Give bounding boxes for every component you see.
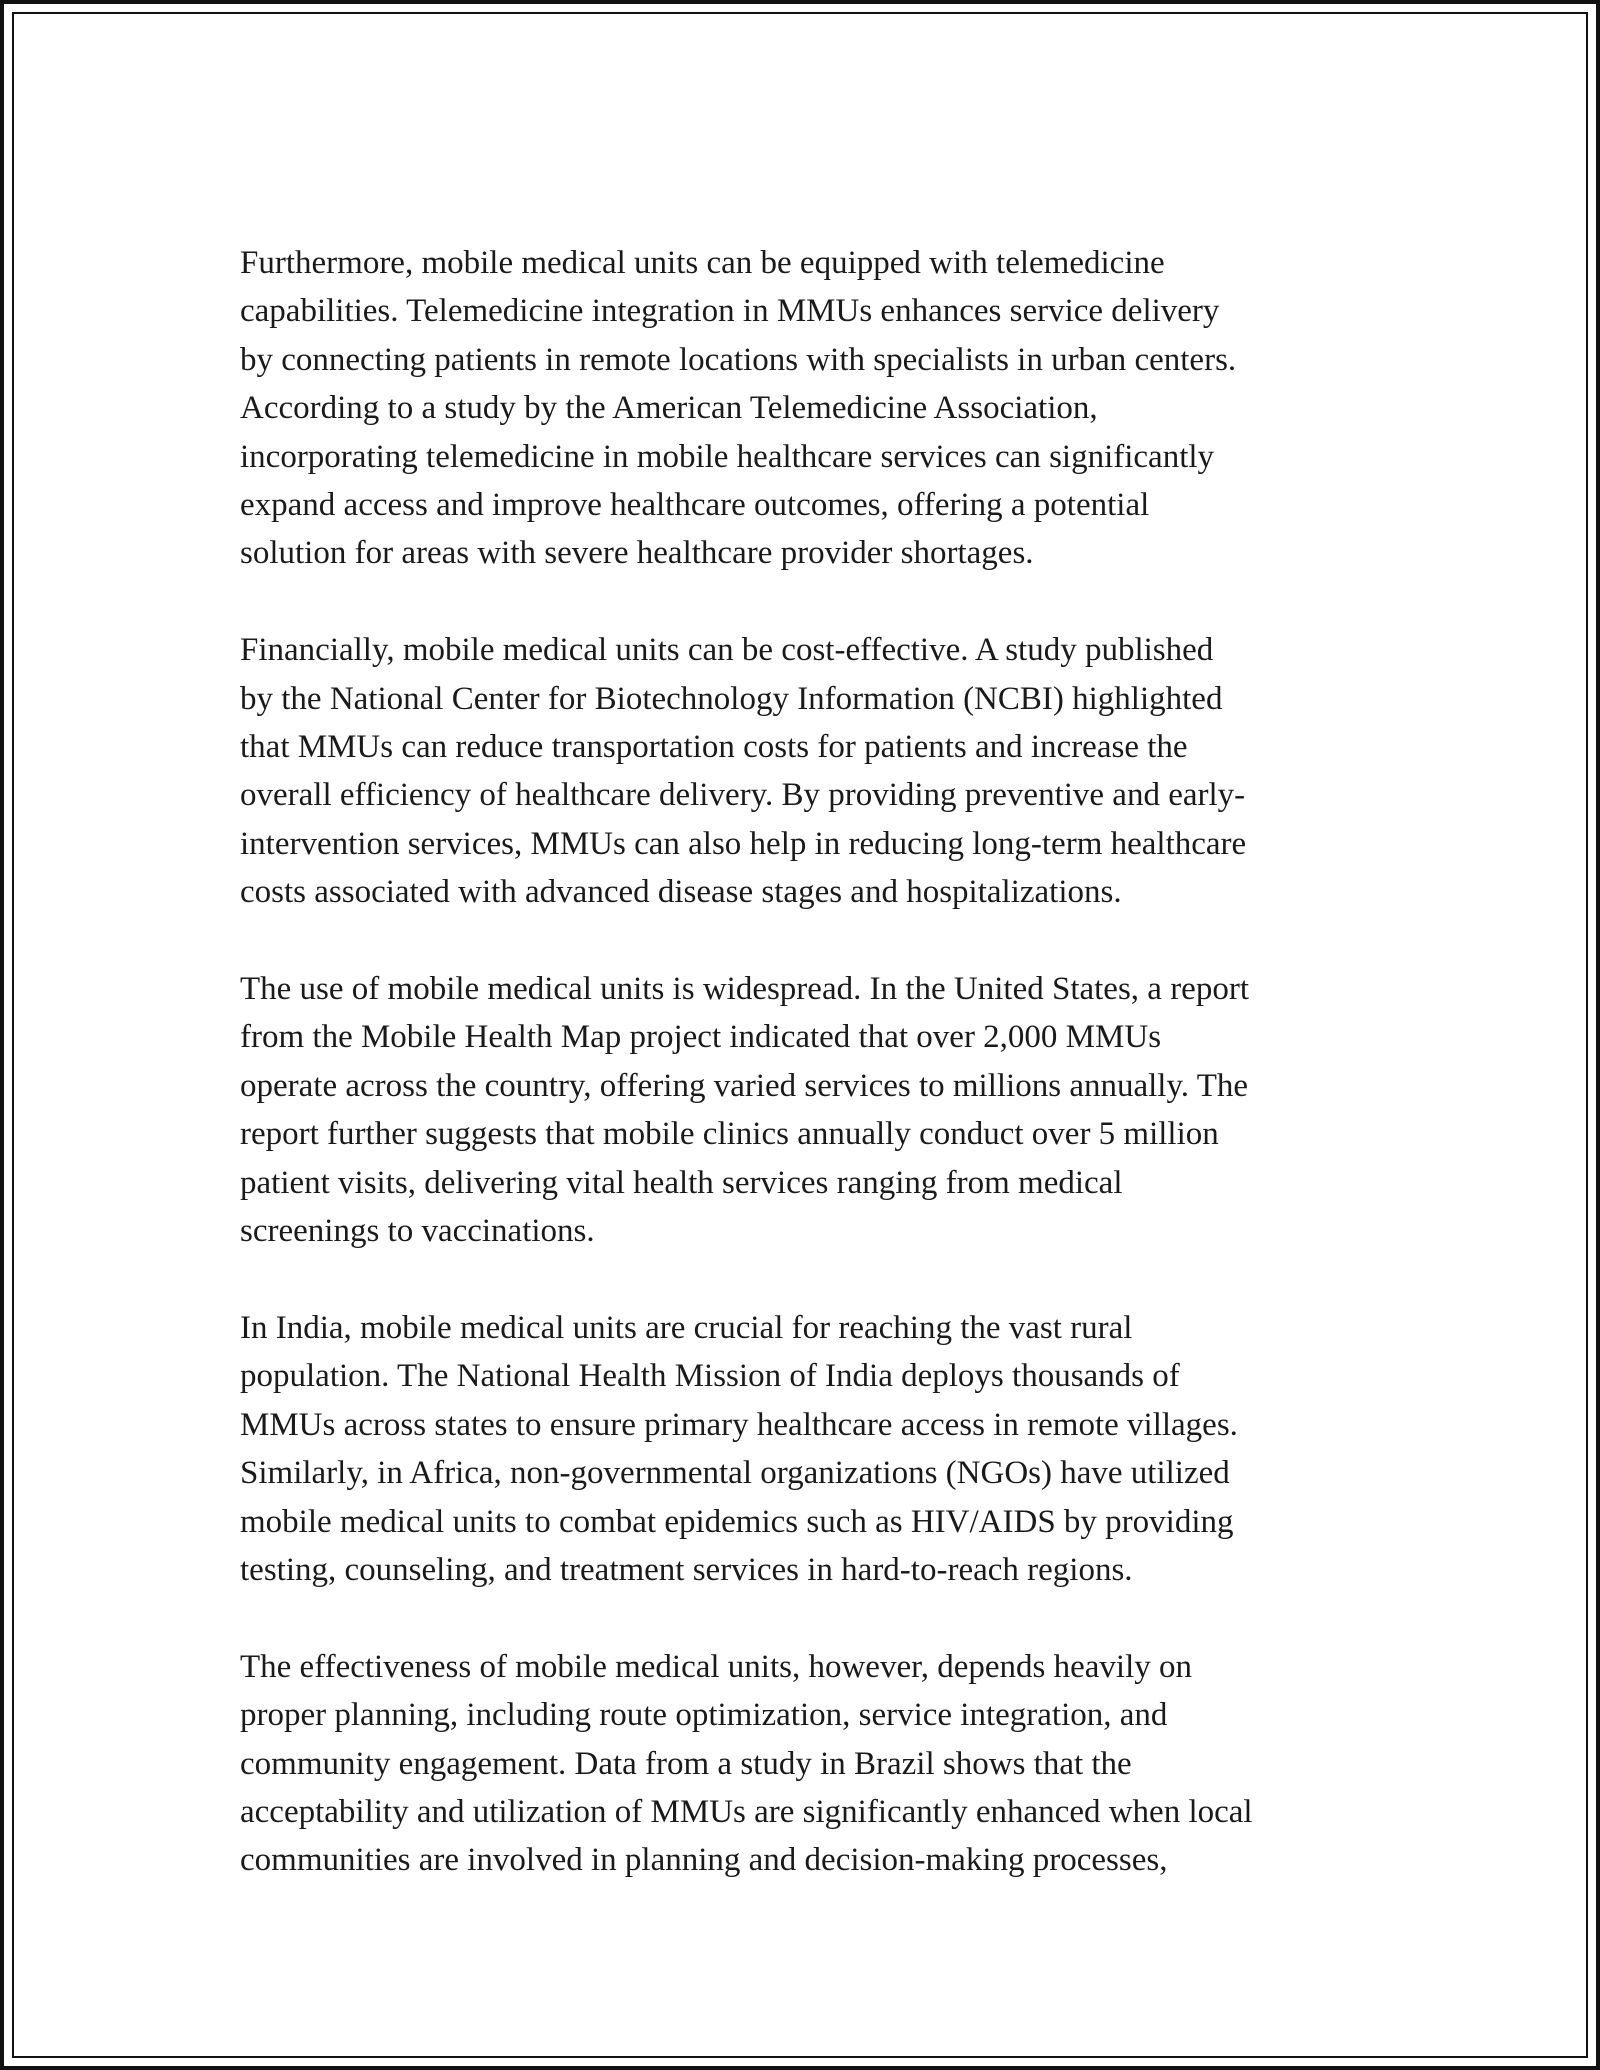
text-line: by connecting patients in remote locations with specialists in urban centers. [240, 341, 1237, 378]
text-line: The effectiveness of mobile medical units, however, depends heavily on [240, 1648, 1193, 1685]
text-line: community engagement. Data from a study in Brazil shows that the [240, 1745, 1132, 1782]
text-line: acceptability and utilization of MMUs are significantly enhanced when local [240, 1793, 1253, 1830]
text-line: patient visits, delivering vital health services ranging from medical [240, 1164, 1123, 1201]
text-line: expand access and improve healthcare outcomes, offering a potential [240, 487, 1150, 524]
paragraph-india-africa [240, 1304, 1380, 1594]
text-line: incorporating telemedicine in mobile healthcare services can significantly [240, 438, 1215, 475]
text-line: operate across the country, offering varied services to millions annually. The [240, 1067, 1249, 1104]
text-line: The use of mobile medical units is widespread. In the United States, a report [240, 971, 1249, 1008]
document-body [240, 239, 1380, 1933]
text-line: Financially, mobile medical units can be cost-effective. A study published [240, 632, 1214, 669]
text-line: According to a study by the American Telemedicine Association, [240, 390, 1098, 427]
paragraph-effectiveness [240, 1643, 1380, 1885]
text-line: population. The National Health Mission of India deploys thousands of [240, 1358, 1180, 1395]
text-line: intervention services, MMUs can also help in reducing long-term healthcare [240, 825, 1247, 862]
paragraph-united-states [240, 965, 1380, 1255]
text-line: Similarly, in Africa, non-governmental organizations (NGOs) have utilized [240, 1455, 1230, 1492]
paragraph-cost-effectiveness [240, 626, 1380, 916]
text-line: MMUs across states to ensure primary healthcare access in remote villages. [240, 1406, 1238, 1443]
text-line: solution for areas with severe healthcare provider shortages. [240, 535, 1034, 572]
text-line: costs associated with advanced disease stages and hospitalizations. [240, 874, 1122, 911]
text-line: from the Mobile Health Map project indicated that over 2,000 MMUs [240, 1019, 1162, 1056]
text-line: by the National Center for Biotechnology Information (NCBI) highlighted [240, 680, 1223, 717]
text-line: screenings to vaccinations. [240, 1213, 595, 1250]
text-line: capabilities. Telemedicine integration in MMUs enhances service delivery [240, 293, 1220, 330]
text-line: mobile medical units to combat epidemics such as HIV/AIDS by providing [240, 1503, 1234, 1540]
text-line: report further suggests that mobile clinics annually conduct over 5 million [240, 1116, 1219, 1153]
text-line: communities are involved in planning and decision-making processes, [240, 1842, 1168, 1879]
text-line: testing, counseling, and treatment services in hard-to-reach regions. [240, 1551, 1133, 1588]
text-line: that MMUs can reduce transportation costs for patients and increase the [240, 729, 1188, 766]
text-line: Furthermore, mobile medical units can be equipped with telemedicine [240, 245, 1165, 281]
text-line: proper planning, including route optimization, service integration, and [240, 1697, 1168, 1734]
text-line: overall efficiency of healthcare delivery. By providing preventive and early- [240, 777, 1246, 814]
text-line: In India, mobile medical units are crucial for reaching the vast rural [240, 1309, 1133, 1346]
paragraph-telemedicine [240, 239, 1380, 578]
